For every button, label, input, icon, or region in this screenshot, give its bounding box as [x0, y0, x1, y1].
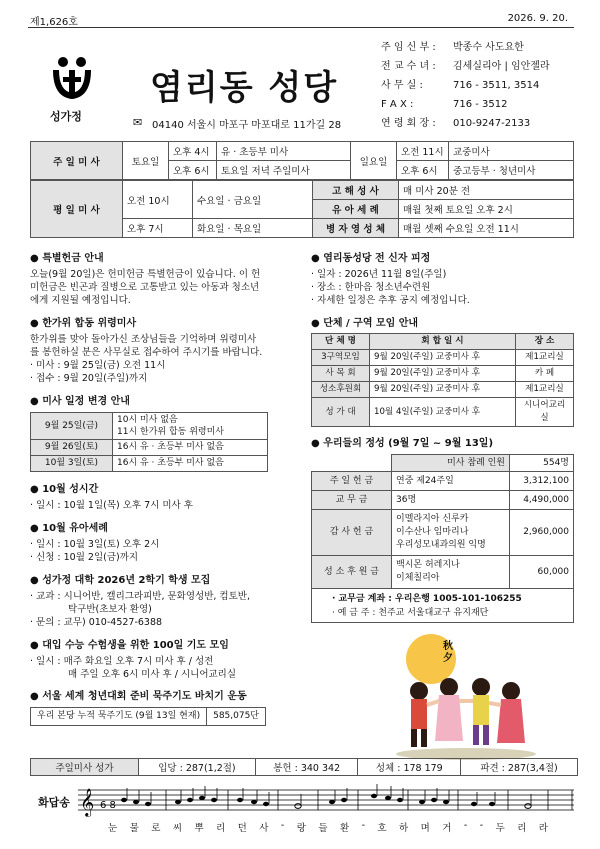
group-meeting-table: [311, 333, 574, 427]
section-title: ● 단체 / 구역 모임 안내: [311, 317, 576, 330]
weekday-days: 화요일 · 목요일: [193, 219, 313, 238]
bullet-item: · 접수 : 9월 20일(주일)까지: [30, 372, 296, 385]
bullet-item: · 자세한 일정은 추후 공지 예정입니다.: [311, 294, 576, 307]
body-line: 를 봉헌하실 분은 사무실로 접수하여 주시기를 바랍니다.: [30, 347, 263, 358]
bullet-item: · 일자 : 2026년 11월 8일(주일): [311, 268, 576, 281]
weekday-mass-label: 평 일 미 사: [31, 181, 123, 238]
attendance-value: 554명: [510, 455, 574, 472]
section-title: ● 우리들의 정성 (9월 7일 ~ 9월 13일): [311, 437, 576, 450]
sun-desc: 교중미사: [449, 142, 574, 161]
schedule-change-table: [30, 412, 268, 472]
bullet-item: · 문의 : 교무) 010-4527-6388: [30, 616, 296, 629]
table-row: 성소후원회 9월 20일(주일) 교중미사 후 제1교리실: [312, 382, 574, 398]
body-line: 한가위를 맞아 돌아가신 조상님들을 기억하며 위령미사: [30, 334, 257, 345]
svg-text:6 8: 6 8: [100, 800, 116, 811]
hymn-entry: 봉헌 : 340 342: [255, 759, 358, 776]
sat-time: 오후 4시: [169, 142, 217, 161]
bullet-item: · 일시 : 10월 1일(목) 오후 7시 미사 후: [30, 499, 296, 512]
sat-time: 오후 6시: [169, 161, 217, 180]
table-row: 성 소 후 원 금 백시몬 허레지나 이체칠리아 60,000: [312, 556, 574, 589]
column-header: 회 합 일 시: [370, 334, 516, 350]
bullet-item: · 일시 : 10월 3일(토) 오후 2시: [30, 538, 296, 551]
section-title: ● 한가위 합동 위령미사: [30, 317, 296, 330]
contact-line: 전 교 수 녀 : 김세실리아 | 임안젤라: [381, 61, 550, 72]
sat-desc: 토요일 저녁 주일미사: [217, 161, 351, 180]
sunday-label: 일요일: [351, 142, 397, 180]
change-desc: 10시 미사 없음 11시 한가위 합동 위령미사: [113, 413, 268, 440]
sacrament-value: 매 미사 20분 전: [399, 181, 574, 200]
logo-caption: 성가정: [50, 110, 82, 123]
table-row: 사 목 회 9월 20일(주일) 교중미사 후 카 페: [312, 366, 574, 382]
sun-desc: 중고등부 · 청년미사: [449, 161, 574, 180]
hymn-entry: 성체 : 178 179: [358, 759, 461, 776]
body-line: 미헌금은 빈곤과 질병으로 고통받고 있는 아동과 청소년: [30, 282, 260, 293]
section-title: ● 특별헌금 안내: [30, 252, 296, 265]
rosary-count-table: [30, 707, 266, 726]
hymn-label: 주일미사 성가: [31, 759, 139, 776]
table-row: 교 무 금 36명 4,490,000: [312, 491, 574, 510]
weekday-mass-table: [30, 180, 574, 238]
table-row: 3구역모임 9월 20일(주일) 교중미사 후 제1교리실: [312, 350, 574, 366]
contact-line: 주 임 신 부 : 박종수 사도요한: [381, 42, 524, 53]
body-line: 에게 지원될 예정입니다.: [30, 295, 131, 306]
weekday-time: 오후 7시: [123, 219, 193, 238]
section-title: ● 미사 일정 변경 안내: [30, 395, 296, 408]
table-row: 성 가 대 10월 4일(주일) 교중미사 후 시니어교리실: [312, 398, 574, 427]
section-body: [30, 268, 296, 307]
table-row: 주 일 헌 금 연중 제24주일 3,312,100: [312, 472, 574, 491]
account-info: · 교무금 계좌 : 우리은행 1005-101-106255: [332, 594, 522, 604]
issue-number: 제1,626호: [30, 17, 78, 28]
section-title: ● 성가정 대학 2026년 2학기 학생 모집: [30, 574, 296, 587]
sat-desc: 유 · 초등부 미사: [217, 142, 351, 161]
right-column: [311, 252, 576, 761]
attendance-label: 미사 참례 인원: [392, 455, 510, 472]
song-label: 화답송: [38, 796, 70, 809]
bullet-item: · 교과 : 시니어반, 캘리그라피반, 문화영성반, 컴토반,: [30, 590, 296, 603]
issue-date: 2026. 9. 20.: [507, 13, 568, 24]
sacrament-value: 매월 첫째 토요일 오후 2시: [399, 200, 574, 219]
section-body: [30, 333, 296, 385]
sacrament-value: 매월 셋째 수요일 오전 11시: [399, 219, 574, 238]
change-date: 9월 26일(토): [31, 440, 113, 456]
left-column: [30, 252, 296, 726]
offering-table: [311, 454, 574, 623]
contact-list: [381, 38, 550, 133]
hymn-entry: 파견 : 287(3,4절): [461, 759, 578, 776]
weekday-days: 수요일 · 금요일: [193, 181, 313, 219]
bullet-item: · 신청 : 10월 2일(금)까지: [30, 551, 296, 564]
song-lyrics: 눈 물 로 씨 뿌 리 던 사 - 랑 들 환 - 호 하 며 거 - - 두 리 라: [108, 820, 548, 834]
saturday-label: 토요일: [123, 142, 169, 180]
contact-line: F A X : 716 - 3512: [381, 99, 508, 110]
bullet-item: · 일시 : 매주 화요일 오후 7시 미사 후 / 성전: [30, 655, 296, 668]
bullet-continuation: 탁구반(초보자 환영): [68, 604, 152, 615]
bullet-continuation: 매 주일 오후 6시 미사 후 / 시니어교리실: [68, 669, 237, 680]
chuseok-text: 秋夕: [443, 641, 453, 664]
section-title: ● 염리동성당 전 신자 피정: [311, 252, 576, 265]
sun-time: 오전 11시: [397, 142, 449, 161]
section-title: ● 대입 수능 수험생을 위한 100일 기도 모임: [30, 639, 296, 652]
header-rule: [28, 27, 574, 28]
account-holder: · 예 금 주 : 천주교 서울대교구 유지재단: [332, 608, 489, 618]
hymn-table: [30, 758, 578, 776]
music-staff: [78, 782, 574, 818]
change-date: 10월 3일(토): [31, 456, 113, 472]
contact-line: 연 령 회 장 : 010-9247-2133: [381, 118, 531, 129]
column-header: 장 소: [516, 334, 574, 350]
sun-time: 오후 6시: [397, 161, 449, 180]
rosary-label: 우리 본당 누적 묵주기도 (9월 13일 현재): [31, 708, 207, 726]
parish-name: 염리동 성당: [150, 68, 339, 108]
sacrament-label: 병 자 영 성 체: [313, 219, 399, 238]
weekday-time: 오전 10시: [123, 181, 193, 219]
section-title: ● 10월 유아세례: [30, 522, 296, 535]
body-line: 오늘(9월 20일)은 헌미헌금 특별헌금이 있습니다. 이 헌: [30, 269, 261, 280]
parish-logo: [52, 56, 92, 106]
table-row: 감 사 헌 금 이멜라지아 신루카 이수산나 임마리나 우리성모내과의원 익명 2,960,000: [312, 510, 574, 556]
change-desc: 16시 유 · 초등부 미사 없음: [113, 456, 268, 472]
svg-text:𝄞: 𝄞: [80, 788, 95, 816]
sacrament-label: 고 해 성 사: [313, 181, 399, 200]
parish-address: 04140 서울시 마포구 마포대로 11가길 28: [152, 120, 342, 131]
sacrament-label: 유 아 세 례: [313, 200, 399, 219]
column-header: 단 체 명: [312, 334, 370, 350]
change-date: 9월 25일(금): [31, 413, 113, 440]
section-title: ● 10월 성시간: [30, 483, 296, 496]
rosary-value: 585,075단: [207, 708, 266, 726]
sunday-mass-label: 주 일 미 사: [31, 142, 123, 180]
bullet-item: · 장소 : 한마음 청소년수련원: [311, 281, 576, 294]
section-title: ● 서울 세계 청년대회 준비 묵주기도 바치기 운동: [30, 690, 296, 703]
contact-line: 사 무 실 : 716 - 3511, 3514: [381, 80, 540, 91]
bullet-item: · 미사 : 9월 25일(금) 오전 11시: [30, 359, 296, 372]
chuseok-illustration: [391, 629, 541, 761]
mail-icon: ✉: [133, 116, 143, 129]
hymn-entry: 입당 : 287(1,2절): [139, 759, 256, 776]
change-desc: 16시 유 · 초등부 미사 없음: [113, 440, 268, 456]
mass-schedule-table: [30, 141, 574, 180]
